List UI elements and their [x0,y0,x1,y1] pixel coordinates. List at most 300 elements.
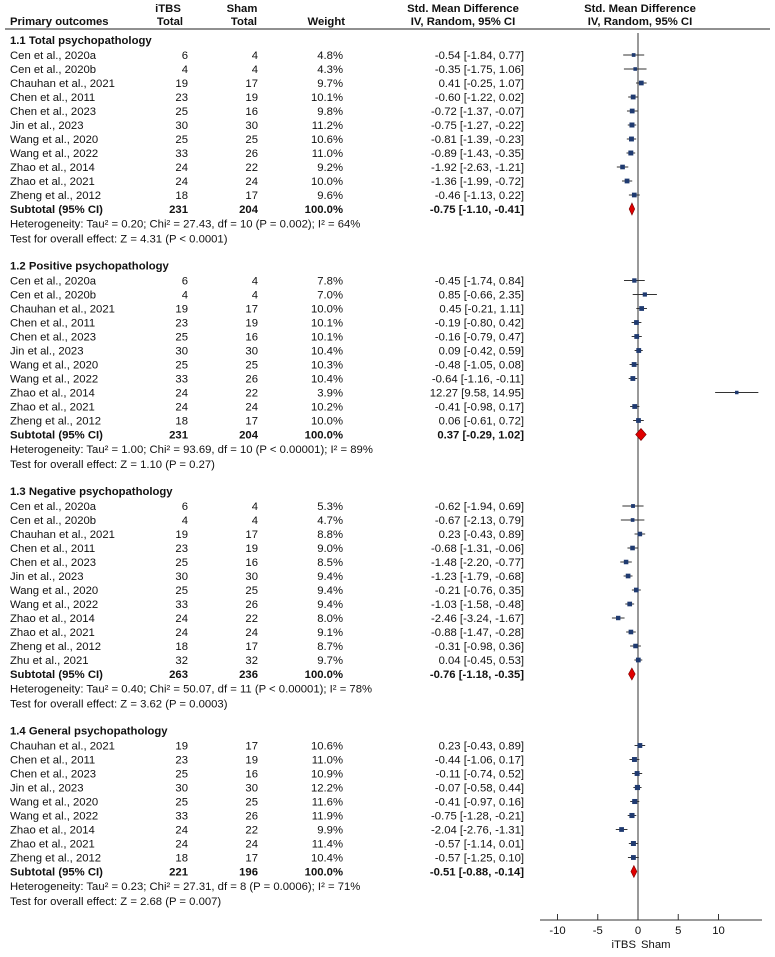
study-smd-ci: -0.19 [-0.80, 0.42] [434,317,524,330]
study-smd-ci: 12.27 [9.58, 14.95] [429,387,524,400]
study-itbs-total: 23 [175,317,188,330]
study-weight: 7.8% [317,275,343,288]
study-weight: 8.8% [317,529,343,541]
header-study: Primary outcomes [10,16,109,28]
study-weight: 10.6% [310,134,343,146]
subtotal-sham-total: 236 [239,669,258,681]
subtotal-name: Subtotal (95% CI) [10,866,103,879]
study-weight: 9.7% [317,655,343,667]
study-smd-ci: 0.09 [-0.42, 0.59] [438,345,524,358]
study-weight: 11.9% [311,810,343,823]
study-itbs-total: 19 [175,303,188,316]
effect-square [632,404,637,409]
header-sham: Sham [226,3,258,15]
effect-square [636,658,641,663]
study-name: Chen et al., 2023 [10,331,97,344]
effect-square [639,306,644,311]
study-weight: 4.7% [317,515,343,527]
study-weight: 10.0% [310,415,343,428]
study-smd-ci: -0.54 [-1.84, 0.77] [434,50,524,62]
study-name: Chen et al., 2023 [10,106,97,118]
overall-effect-text: Test for overall effect: Z = 1.10 (P = 0.27) [10,459,215,471]
study-itbs-total: 6 [181,275,188,288]
subtotal-itbs-total: 231 [169,429,188,442]
study-weight: 9.4% [317,585,343,597]
subtotal-diamond [631,866,637,878]
study-sham-total: 22 [245,387,258,400]
study-smd-ci: -1.92 [-2.63, -1.21] [431,162,524,174]
effect-square [633,67,637,71]
study-sham-total: 16 [245,106,258,118]
study-sham-total: 24 [245,838,258,851]
study-weight: 11.0% [311,754,343,767]
study-smd-ci: -2.04 [-2.76, -1.31] [431,824,524,837]
study-name: Chen et al., 2011 [10,754,96,767]
study-weight: 9.9% [317,824,343,837]
subtotal-name: Subtotal (95% CI) [10,204,103,216]
x-tick-label: -10 [549,925,566,937]
subtotal-smd-ci: 0.37 [-0.29, 1.02] [437,429,524,442]
study-smd-ci: -0.68 [-1.31, -0.06] [431,543,524,555]
study-itbs-total: 23 [175,92,188,104]
study-weight: 10.9% [310,768,343,781]
study-smd-ci: -1.48 [-2.20, -0.77] [431,557,524,569]
effect-square [636,348,641,353]
study-sham-total: 17 [245,852,258,865]
study-sham-total: 4 [251,515,258,527]
study-sham-total: 25 [245,796,258,809]
study-sham-total: 22 [245,162,258,174]
study-smd-ci: -0.41 [-0.98, 0.17] [434,401,524,414]
study-smd-ci: 0.04 [-0.45, 0.53] [438,655,524,667]
study-name: Wang et al., 2020 [10,585,99,597]
study-sham-total: 4 [251,289,258,302]
study-sham-total: 30 [245,782,258,795]
study-sham-total: 17 [245,641,258,653]
study-weight: 7.0% [317,289,343,302]
study-sham-total: 16 [245,768,258,781]
effect-square [631,518,635,522]
effect-square [633,644,638,649]
study-weight: 10.4% [310,345,343,358]
study-name: Jin et al., 2023 [10,782,84,795]
study-itbs-total: 24 [175,176,188,188]
study-itbs-total: 4 [181,515,188,527]
study-smd-ci: -0.16 [-0.79, 0.47] [434,331,524,344]
subtotal-diamond [629,668,636,680]
study-name: Cen et al., 2020a [10,275,97,288]
study-sham-total: 25 [245,359,258,372]
effect-square [632,278,636,282]
study-sham-total: 25 [245,585,258,597]
heterogeneity-text: Heterogeneity: Tau² = 0.23; Chi² = 27.31, df = 8 (P = 0.0006); I² = 71% [10,881,361,893]
study-itbs-total: 25 [175,796,188,809]
effect-square [624,560,629,565]
overall-effect-text: Test for overall effect: Z = 4.31 (P < 0.0001) [10,233,228,246]
study-name: Zheng et al., 2012 [10,852,102,865]
study-itbs-total: 30 [175,120,188,132]
effect-square [632,757,637,762]
study-name: Chauhan et al., 2021 [10,303,115,316]
study-name: Wang et al., 2022 [10,599,99,611]
study-itbs-total: 18 [175,190,188,202]
study-name: Zhao et al., 2014 [10,824,95,837]
study-name: Jin et al., 2023 [10,120,84,132]
subtotal-diamond [629,203,635,215]
study-sham-total: 17 [245,190,258,202]
header-weight: Weight [307,16,345,28]
study-name: Wang et al., 2022 [10,373,99,386]
header-sham-total: Total [230,16,258,28]
study-name: Zhao et al., 2021 [10,627,95,639]
study-name: Zheng et al., 2012 [10,190,102,202]
study-name: Wang et al., 2022 [10,148,99,160]
study-itbs-total: 30 [175,345,188,358]
study-name: Cen et al., 2020a [10,50,97,62]
x-tick-label: -5 [592,925,603,937]
effect-square [631,841,636,846]
study-weight: 10.4% [310,373,343,386]
study-smd-ci: 0.06 [-0.61, 0.72] [438,415,524,428]
study-itbs-total: 25 [175,106,188,118]
effect-square [635,785,640,790]
study-smd-ci: -0.72 [-1.37, -0.07] [431,106,524,118]
study-name: Chen et al., 2011 [10,92,96,104]
header-smd: Std. Mean Difference [407,3,519,15]
study-smd-ci: -0.45 [-1.74, 0.84] [434,275,524,288]
subtotal-weight: 100.0% [304,204,343,216]
study-sham-total: 19 [245,92,258,104]
header-smd-method: IV, Random, 95% CI [410,16,516,28]
study-itbs-total: 25 [175,359,188,372]
study-smd-ci: -0.46 [-1.13, 0.22] [434,190,524,202]
study-itbs-total: 24 [175,401,188,414]
study-itbs-total: 25 [175,585,188,597]
section-title: 1.1 Total psychopathology [10,35,152,47]
study-name: Wang et al., 2020 [10,134,99,146]
study-sham-total: 24 [245,627,258,639]
subtotal-name: Subtotal (95% CI) [10,669,103,681]
effect-square [636,418,641,423]
study-itbs-total: 33 [175,373,188,386]
study-smd-ci: -0.44 [-1.06, 0.17] [434,754,524,767]
overall-effect-text: Test for overall effect: Z = 2.68 (P = 0.007) [10,896,222,908]
section-title: 1.3 Negative psychopathology [10,486,173,498]
x-tick-label: 5 [675,925,682,937]
study-sham-total: 17 [245,740,258,753]
study-sham-total: 17 [245,529,258,541]
study-name: Wang et al., 2020 [10,796,99,809]
subtotal-smd-ci: -0.76 [-1.18, -0.35] [429,669,524,681]
header-itbs-total: Total [156,16,184,28]
study-smd-ci: -2.46 [-3.24, -1.67] [431,613,524,625]
subtotal-sham-total: 204 [239,429,258,442]
effect-square [735,391,738,394]
study-smd-ci: 0.23 [-0.43, 0.89] [438,529,524,541]
study-name: Wang et al., 2020 [10,359,99,372]
study-name: Chen et al., 2011 [10,543,96,555]
section-title: 1.2 Positive psychopathology [10,260,169,273]
effect-square [631,95,636,100]
study-itbs-total: 19 [175,78,188,90]
effect-square [632,362,637,367]
study-smd-ci: 0.41 [-0.25, 1.07] [438,78,524,90]
study-name: Cen et al., 2020b [10,64,97,76]
study-sham-total: 22 [245,824,258,837]
study-itbs-total: 18 [175,852,188,865]
study-itbs-total: 33 [175,810,188,823]
study-name: Chauhan et al., 2021 [10,78,115,90]
effect-square [625,179,630,184]
study-sham-total: 26 [245,148,258,160]
study-weight: 10.3% [310,359,343,372]
study-smd-ci: -0.60 [-1.22, 0.02] [434,92,524,104]
overall-effect-text: Test for overall effect: Z = 3.62 (P = 0.0003) [10,698,228,711]
effect-square [637,743,642,748]
study-itbs-total: 30 [175,782,188,795]
effect-square [626,574,631,579]
study-smd-ci: -0.64 [-1.16, -0.11] [431,373,524,386]
effect-square [634,334,639,339]
study-weight: 9.1% [317,627,343,639]
subtotal-itbs-total: 263 [169,669,188,681]
study-sham-total: 17 [245,303,258,316]
header-plot-method: IV, Random, 95% CI [587,16,693,28]
study-weight: 4.3% [317,64,343,76]
study-weight: 9.4% [317,571,343,583]
study-sham-total: 4 [251,50,258,62]
effect-square [630,109,635,114]
study-itbs-total: 6 [181,50,188,62]
study-smd-ci: -0.31 [-0.98, 0.36] [434,641,524,653]
study-weight: 10.6% [310,740,343,753]
study-name: Chen et al., 2011 [10,317,96,330]
study-name: Zheng et al., 2012 [10,641,102,653]
study-sham-total: 16 [245,331,258,344]
study-smd-ci: -0.41 [-0.97, 0.16] [434,796,524,809]
study-itbs-total: 32 [175,655,188,667]
study-smd-ci: -1.23 [-1.79, -0.68] [431,571,524,583]
effect-square [634,320,639,325]
study-smd-ci: 0.45 [-0.21, 1.11] [439,303,524,316]
study-itbs-total: 25 [175,557,188,569]
study-name: Wang et al., 2022 [10,810,99,823]
effect-square [632,193,637,198]
study-weight: 9.4% [317,599,343,611]
study-weight: 10.0% [310,303,343,316]
effect-square [629,137,634,142]
study-name: Zhu et al., 2021 [10,655,89,667]
study-sham-total: 19 [245,754,258,767]
study-sham-total: 24 [245,401,258,414]
study-smd-ci: -0.88 [-1.47, -0.28] [431,627,524,639]
study-smd-ci: -0.48 [-1.05, 0.08] [434,359,524,372]
effect-square [629,123,634,128]
study-itbs-total: 24 [175,824,188,837]
effect-square [630,376,635,381]
header-plot: Std. Mean Difference [584,3,696,15]
effect-square [635,771,640,776]
x-tick-label: 10 [712,925,725,937]
study-name: Cen et al., 2020b [10,515,97,527]
study-sham-total: 16 [245,557,258,569]
study-weight: 9.0% [317,543,343,555]
effect-square [632,53,636,57]
study-smd-ci: -1.36 [-1.99, -0.72] [431,176,524,188]
study-weight: 5.3% [317,501,343,513]
subtotal-weight: 100.0% [304,866,343,879]
study-weight: 10.1% [310,317,343,330]
effect-square [632,799,637,804]
study-smd-ci: -0.75 [-1.28, -0.21] [431,810,524,823]
study-weight: 8.0% [317,613,343,625]
study-itbs-total: 33 [175,148,188,160]
study-smd-ci: -0.35 [-1.75, 1.06] [434,64,524,76]
study-weight: 9.7% [317,78,343,90]
effect-square [629,813,634,818]
study-weight: 12.2% [310,782,343,795]
study-smd-ci: -0.21 [-0.76, 0.35] [434,585,524,597]
study-smd-ci: -0.89 [-1.43, -0.35] [431,148,524,160]
study-smd-ci: -0.75 [-1.27, -0.22] [431,120,524,132]
subtotal-sham-total: 196 [239,866,258,879]
effect-square [616,616,620,620]
section-title: 1.4 General psychopathology [10,725,168,738]
study-itbs-total: 23 [175,754,188,767]
study-smd-ci: -0.07 [-0.58, 0.44] [434,782,524,795]
x-tick-label: 0 [634,925,642,937]
subtotal-itbs-total: 221 [169,866,188,879]
study-weight: 10.2% [310,401,343,414]
study-weight: 11.2% [311,120,343,132]
study-name: Jin et al., 2023 [10,571,84,583]
study-sham-total: 30 [245,345,258,358]
study-name: Chen et al., 2023 [10,557,97,569]
study-smd-ci: 0.85 [-0.66, 2.35] [438,289,524,302]
study-weight: 8.5% [317,557,343,569]
subtotal-name: Subtotal (95% CI) [10,429,103,442]
study-weight: 11.0% [311,148,343,160]
study-weight: 3.9% [317,387,343,400]
study-sham-total: 26 [245,599,258,611]
study-itbs-total: 25 [175,768,188,781]
study-itbs-total: 4 [181,64,188,76]
effect-square [631,855,636,860]
study-sham-total: 25 [245,134,258,146]
study-sham-total: 4 [251,501,258,513]
subtotal-smd-ci: -0.75 [-1.10, -0.41] [429,204,524,216]
favours-right-label: Sham [641,939,671,951]
study-name: Zhao et al., 2014 [10,387,95,400]
study-weight: 9.6% [317,190,343,202]
study-name: Cen et al., 2020b [10,289,97,302]
effect-square [634,588,639,593]
header-itbs: iTBS [155,3,181,15]
study-smd-ci: -0.81 [-1.39, -0.23] [431,134,524,146]
study-name: Chauhan et al., 2021 [10,529,115,541]
effect-square [631,504,635,508]
subtotal-sham-total: 204 [239,204,258,216]
subtotal-smd-ci: -0.51 [-0.88, -0.14] [429,866,524,879]
study-name: Zhao et al., 2021 [10,838,95,851]
study-name: Zheng et al., 2012 [10,415,102,428]
study-weight: 9.8% [317,106,343,118]
heterogeneity-text: Heterogeneity: Tau² = 0.20; Chi² = 27.43, df = 10 (P = 0.002); I² = 64% [10,218,361,231]
study-weight: 4.8% [317,50,343,62]
study-itbs-total: 24 [175,162,188,174]
study-weight: 11.4% [311,838,343,851]
study-name: Zhao et al., 2021 [10,401,95,414]
effect-square [630,546,635,551]
study-smd-ci: -0.57 [-1.14, 0.01] [434,838,524,851]
study-smd-ci: -0.67 [-2.13, 0.79] [434,515,524,527]
study-weight: 10.0% [310,176,343,188]
study-itbs-total: 24 [175,838,188,851]
study-name: Zhao et al., 2021 [10,176,95,188]
study-sham-total: 4 [251,64,258,76]
study-smd-ci: -1.03 [-1.58, -0.48] [431,599,524,611]
study-itbs-total: 30 [175,571,188,583]
subtotal-diamond [636,429,647,441]
study-weight: 10.1% [310,92,343,104]
heterogeneity-text: Heterogeneity: Tau² = 1.00; Chi² = 93.69, df = 10 (P < 0.00001); I² = 89% [10,444,373,456]
study-smd-ci: -0.62 [-1.94, 0.69] [434,501,524,513]
study-weight: 9.2% [317,162,343,174]
effect-square [643,292,647,296]
study-itbs-total: 4 [181,289,188,302]
study-itbs-total: 24 [175,387,188,400]
study-smd-ci: -0.11 [-0.74, 0.52] [435,768,524,781]
heterogeneity-text: Heterogeneity: Tau² = 0.40; Chi² = 50.07, df = 11 (P < 0.00001); I² = 78% [10,683,373,696]
study-sham-total: 30 [245,120,258,132]
study-sham-total: 32 [245,655,258,667]
study-sham-total: 17 [245,78,258,90]
study-itbs-total: 33 [175,599,188,611]
study-smd-ci: 0.23 [-0.43, 0.89] [438,740,524,753]
study-name: Chen et al., 2023 [10,768,97,781]
effect-square [629,630,634,635]
effect-square [638,532,643,537]
study-name: Chauhan et al., 2021 [10,740,115,753]
favours-left-label: iTBS [611,939,636,951]
study-sham-total: 30 [245,571,258,583]
subtotal-weight: 100.0% [304,669,343,681]
study-weight: 11.6% [311,796,343,809]
study-sham-total: 22 [245,613,258,625]
effect-square [619,827,624,832]
subtotal-weight: 100.0% [304,429,343,442]
study-itbs-total: 18 [175,641,188,653]
effect-square [627,602,632,607]
study-smd-ci: -0.57 [-1.25, 0.10] [434,852,524,865]
study-weight: 10.4% [310,852,343,865]
study-itbs-total: 6 [181,501,188,513]
study-name: Jin et al., 2023 [10,345,84,358]
study-weight: 8.7% [317,641,343,653]
study-itbs-total: 24 [175,627,188,639]
study-sham-total: 26 [245,810,258,823]
study-itbs-total: 18 [175,415,188,428]
study-itbs-total: 23 [175,543,188,555]
study-name: Zhao et al., 2014 [10,613,95,625]
effect-square [639,81,644,86]
study-itbs-total: 19 [175,740,188,753]
study-sham-total: 17 [245,415,258,428]
effect-square [628,151,633,156]
study-weight: 10.1% [310,331,343,344]
study-itbs-total: 24 [175,613,188,625]
study-itbs-total: 25 [175,134,188,146]
